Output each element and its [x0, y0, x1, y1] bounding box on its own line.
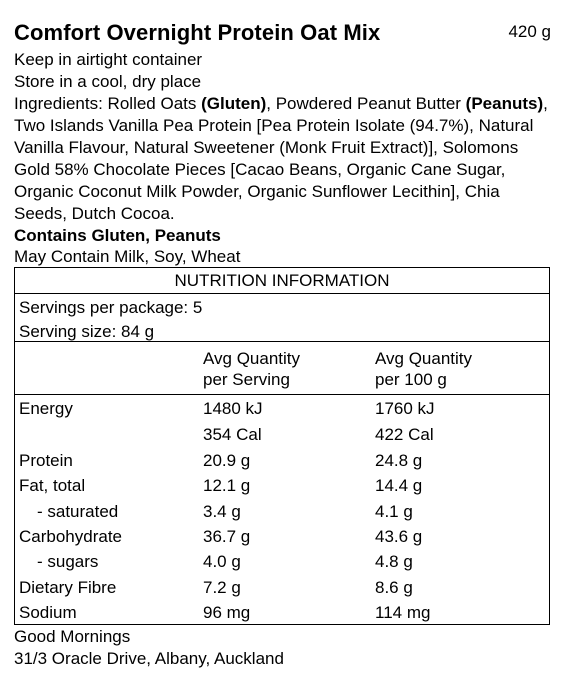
ingredients-rest: , Two Islands Vanilla Pea Protein [Pea Protein Isolate (94.7%), Natural Vanilla Flavour, Natural Sweetener (Monk Fruit Extract)], Solomons Gold 58% Chocolate Pieces [Cacao Beans, Organic Cane Sugar, Organic Coconut Milk Powder, Organic Sunflower Lecithin], Chia Seeds, Dutch Cocoa.: [14, 94, 548, 223]
nutrient-name: Dietary Fibre: [19, 578, 117, 597]
nutrition-panel: [14, 267, 550, 625]
per-serving-value: 96 mg: [203, 603, 251, 622]
product-title: Comfort Overnight Protein Oat Mix: [14, 20, 381, 45]
title-row: [14, 20, 554, 50]
nutrition-heading: NUTRITION INFORMATION: [174, 271, 390, 290]
storage-instruction-cool-dry: Store in a cool, dry place: [14, 72, 202, 91]
per-100g-value: 14.4 g: [375, 476, 423, 495]
column-header-per-serving: [203, 348, 300, 390]
may-contain-statement: May Contain Milk, Soy, Wheat: [14, 247, 241, 266]
divider: [15, 394, 549, 395]
nutrient-row-carbohydrate: [15, 526, 549, 550]
per-100g-value: 43.6 g: [375, 527, 423, 546]
nutrient-row-sugars: [15, 551, 549, 575]
ingredients-list: [14, 93, 554, 225]
nutrient-row-fat-total: [15, 475, 549, 499]
nutrient-row-energy-kj: [15, 398, 549, 422]
nutrient-row-dietary-fibre: [15, 577, 549, 601]
nutrient-row-saturated: [15, 501, 549, 525]
ingredients-prefix: Ingredients: Rolled Oats: [14, 94, 202, 113]
divider: [15, 293, 549, 294]
per-serving-value: 20.9 g: [203, 451, 251, 470]
column-header-line: per Serving: [203, 370, 290, 389]
allergen-gluten: (Gluten): [201, 94, 267, 113]
per-100g-value: 422 Cal: [375, 425, 434, 444]
per-serving-value: 1480 kJ: [203, 399, 263, 418]
company-address: 31/3 Oracle Drive, Albany, Auckland: [14, 649, 284, 668]
column-header-per-100g: [375, 348, 472, 390]
per-serving-value: 4.0 g: [203, 552, 241, 571]
ingredients-mid: , Powdered Peanut Butter: [266, 94, 466, 113]
per-serving-value: 12.1 g: [203, 476, 251, 495]
divider: [15, 341, 549, 342]
per-serving-value: 7.2 g: [203, 578, 241, 597]
nutrient-name: - sugars: [37, 552, 99, 571]
per-100g-value: 1760 kJ: [375, 399, 435, 418]
nutrient-name: Fat, total: [19, 476, 86, 495]
per-100g-value: 4.8 g: [375, 552, 413, 571]
per-100g-value: 8.6 g: [375, 578, 413, 597]
per-100g-value: 24.8 g: [375, 451, 423, 470]
per-100g-value: 4.1 g: [375, 502, 413, 521]
nutrient-name: Carbohydrate: [19, 527, 123, 546]
net-weight: 420 g: [508, 22, 551, 41]
allergen-peanuts: (Peanuts): [465, 94, 544, 113]
nutrient-name: Protein: [19, 451, 73, 470]
per-serving-value: 3.4 g: [203, 502, 241, 521]
serving-size: Serving size: 84 g: [19, 322, 155, 341]
per-serving-value: 36.7 g: [203, 527, 251, 546]
column-header-line: per 100 g: [375, 370, 447, 389]
column-header-line: Avg Quantity: [375, 349, 473, 368]
column-header-line: Avg Quantity: [203, 349, 301, 368]
nutrient-row-protein: [15, 450, 549, 474]
storage-instruction-airtight: Keep in airtight container: [14, 50, 203, 69]
contains-statement: Contains Gluten, Peanuts: [14, 226, 221, 245]
nutrient-row-sodium: [15, 602, 549, 626]
per-100g-value: 114 mg: [375, 603, 431, 622]
per-serving-value: 354 Cal: [203, 425, 262, 444]
nutrient-name: - saturated: [37, 502, 119, 521]
nutrient-name: Energy: [19, 399, 73, 418]
servings-per-package: Servings per package: 5: [19, 298, 203, 317]
nutrient-row-energy-cal: [15, 424, 549, 448]
nutrient-name: Sodium: [19, 603, 77, 622]
company-name: Good Mornings: [14, 627, 131, 646]
